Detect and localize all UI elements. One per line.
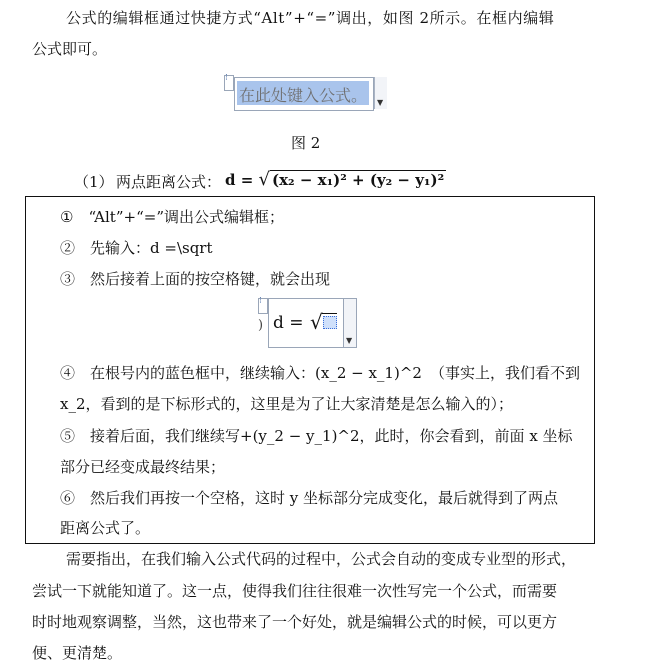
- paragraph-1-line-2: 公式即可。: [32, 40, 108, 58]
- step-3: ③ 然后接着上面的按空格键，就会出现: [60, 270, 331, 288]
- paragraph-1-line-1: 公式的编辑框通过快捷方式“Alt”+“=”调出，如图 2所示。在框内编辑: [66, 9, 555, 27]
- paragraph-2-line-2: 尝试一下就能知道了。这一点，使得我们往往很难一次性写完一个公式，而需要: [32, 582, 558, 600]
- step-4-code-2: x_2: [60, 395, 86, 413]
- equation-lhs: d =: [273, 313, 304, 333]
- step-1: ① “Alt”+“=”调出公式编辑框；: [60, 208, 284, 226]
- step-5-code: +(y_2 − y_1)^2: [240, 427, 360, 445]
- figure-caption: 图 2: [291, 134, 321, 152]
- step-4-line-2-text: ，看到的是下标形式的，这里是为了让大家清楚是怎么输入的）；: [85, 395, 514, 413]
- distance-formula: [225, 169, 446, 190]
- step-5-line-1: [60, 425, 573, 446]
- equation-editor-box[interactable]: [224, 75, 390, 111]
- step-5-line-2: 部分已经变成最终结果；: [60, 458, 226, 476]
- drag-handle-icon[interactable]: ⁝: [258, 298, 268, 314]
- equation-options-button[interactable]: [374, 77, 387, 109]
- step-4-note: （事实上，我们看不到: [429, 364, 580, 382]
- distance-formula-lhs: d =: [225, 171, 254, 189]
- sqrt-input-placeholder[interactable]: [323, 316, 337, 329]
- step-2: [60, 237, 213, 258]
- sqrt-symbol: √: [310, 310, 323, 334]
- paragraph-2-line-4: 便、更清楚。: [32, 644, 123, 662]
- step-4-line-1: [60, 362, 580, 383]
- step-2-code: d =\sqrt: [150, 239, 213, 257]
- chevron-down-icon: ▼: [346, 336, 353, 345]
- item-1-label: 两点距离公式：: [116, 173, 222, 191]
- equation-sqrt-box[interactable]: [258, 298, 358, 348]
- sqrt-symbol: √ (x₂ − x₁)² + (y₂ − y₁)²: [258, 169, 445, 190]
- item-1-number: （1）: [74, 173, 114, 191]
- chevron-down-icon: ▼: [377, 98, 384, 107]
- step-6-line-1: ⑥ 然后我们再按一个空格，这时 y 坐标部分完成变化，最后就得到了两点: [60, 489, 559, 507]
- paragraph-2-line-1: 需要指出，在我们输入公式代码的过程中，公式会自动的变成专业型的形式，: [66, 550, 577, 568]
- step-4-text: ④ 在根号内的蓝色框中，继续输入：: [60, 364, 316, 382]
- step-2-text: ② 先输入：: [60, 239, 151, 257]
- step-6-line-2: 距离公式了。: [60, 519, 151, 537]
- equation-placeholder[interactable]: [237, 81, 369, 105]
- step-4-line-2: [60, 393, 513, 414]
- equation-prefix: ): [258, 318, 264, 333]
- equation-options-button[interactable]: [343, 298, 357, 348]
- step-5-text: ⑤ 接着后面，我们继续写: [60, 427, 241, 445]
- distance-formula-radicand: (x₂ − x₁)² + (y₂ − y₁)²: [272, 171, 445, 189]
- equation-placeholder-text: 在此处键入公式。: [239, 86, 368, 105]
- paragraph-2-line-3: 时时地观察调整，当然，这也带来了一个好处，就是编辑公式的时候，可以更方: [32, 613, 558, 631]
- step-4-code: (x_2 − x_1)^2: [315, 364, 422, 382]
- step-5-note: ，此时，你会看到，前面 x 坐标: [359, 427, 573, 445]
- drag-handle-icon[interactable]: ⁝: [224, 75, 234, 91]
